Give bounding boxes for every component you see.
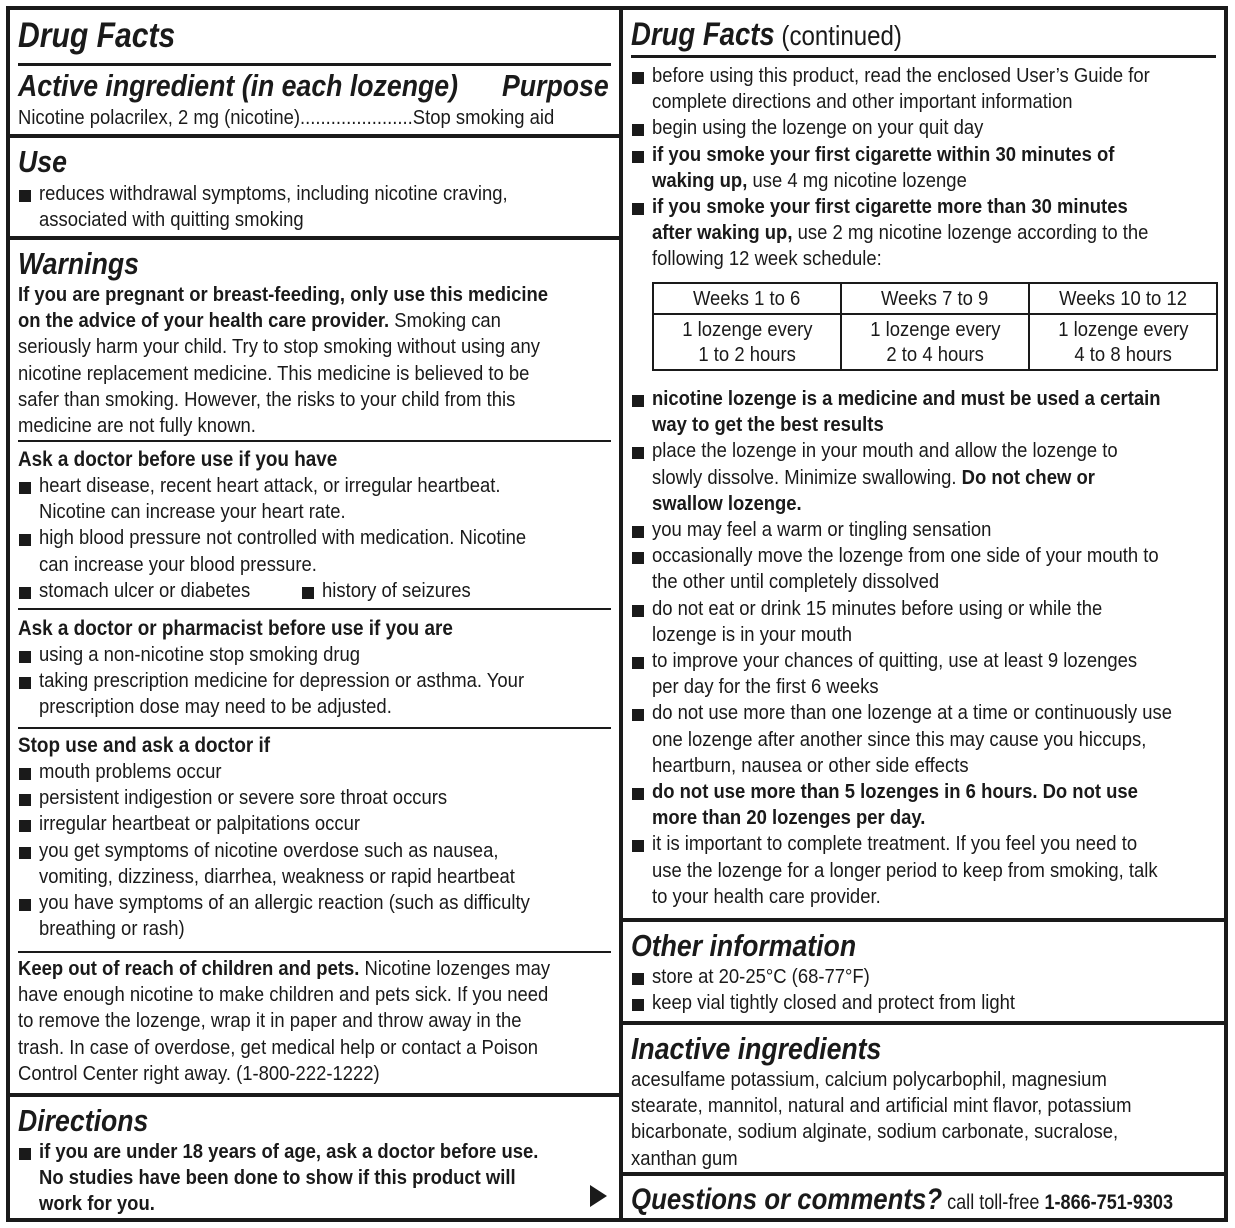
text-line: stomach ulcer or diabetes: [39, 578, 251, 602]
text-line: per day for the first 6 weeks: [652, 675, 879, 699]
text-line: keep vial tightly closed and protect from light: [652, 991, 1016, 1015]
cell-text: 1 lozenge every: [681, 318, 813, 341]
list-item: [631, 194, 1216, 273]
text-line: way to get the best results: [652, 413, 884, 437]
table-row: [653, 314, 1217, 370]
text-line: work for you.: [39, 1192, 155, 1216]
title-continued: (continued): [774, 20, 902, 51]
list-item: [18, 642, 611, 668]
text-line: seriously harm your child. Try to stop smoking without using any: [18, 335, 540, 359]
bullet-icon: [632, 840, 644, 852]
bullet-icon: [19, 768, 31, 780]
section-bar: [623, 1172, 1224, 1176]
text-line: nicotine lozenge is a medicine and must be used a certain: [652, 387, 1161, 410]
table-cell: [653, 314, 841, 370]
table-cell: [841, 314, 1029, 370]
bullet-icon: [19, 534, 31, 546]
title-text: Drug Facts: [18, 16, 176, 55]
phone-number[interactable]: 1-866-751-9303: [1044, 1191, 1174, 1214]
text-line: occasionally move the lozenge from one side of your mouth to: [652, 544, 1159, 568]
dosing-schedule-table: [652, 282, 1218, 371]
text-line: can increase your blood pressure.: [39, 552, 317, 576]
bullet-icon: [632, 605, 644, 617]
text-span: Nicotine lozenges may: [359, 957, 551, 980]
bullet-icon: [632, 395, 644, 407]
bullet-icon: [19, 847, 31, 859]
stop-use-heading: Stop use and ask a doctor if: [18, 734, 271, 757]
text-line: before using this product, read the enclosed User’s Guide for: [652, 64, 1150, 87]
text-line: more than 20 lozenges per day.: [652, 806, 926, 830]
bullet-icon: [19, 794, 31, 806]
bullet-icon: [19, 820, 31, 832]
use-heading: Use: [18, 144, 67, 179]
keep-out-section: [18, 956, 611, 1087]
stop-use-section: [18, 733, 611, 942]
text-line: trash. In case of overdose, get medical help or contact a Poison: [18, 1035, 538, 1059]
list-item: [18, 578, 611, 604]
ask-pharmacist-section: [18, 616, 611, 721]
list-item: [631, 648, 1216, 700]
bullet-icon: [19, 482, 31, 494]
text-line: If you are pregnant or breast-feeding, only use this medicine: [18, 283, 549, 306]
table-header-cell: [841, 283, 1029, 314]
list-item: [631, 115, 1216, 141]
text-line: taking prescription medicine for depression or asthma. Your: [39, 669, 525, 693]
section-bar: [10, 1093, 619, 1097]
active-ingredient-line: Nicotine polacrilex, 2 mg (nicotine)......................Stop smoking aid: [18, 106, 555, 129]
bullet-icon: [19, 587, 31, 599]
cell-text: 1 lozenge every: [1057, 318, 1189, 341]
questions-section: [631, 1182, 1216, 1221]
list-item: [18, 838, 611, 890]
text-line: reduces withdrawal symptoms, including nicotine craving,: [39, 182, 508, 205]
rule: [18, 608, 611, 610]
text-bold: waking up,: [652, 168, 748, 192]
rule: [18, 727, 611, 729]
bullet-icon: [632, 447, 644, 459]
list-item: [631, 990, 1216, 1016]
other-information-section: [631, 928, 1216, 1016]
text-line: high blood pressure not controlled with medication. Nicotine: [39, 526, 527, 550]
drug-facts-continued-title: [631, 16, 1216, 54]
rule: [631, 55, 1216, 58]
drug-facts-title: [18, 16, 611, 56]
table-cell: [1029, 314, 1217, 370]
text-line: one lozenge after another since this may cause you hiccups,: [652, 727, 1147, 751]
text-line: vomiting, dizziness, diarrhea, weakness or rapid heartbeat: [39, 864, 515, 888]
cell-text: Weeks 7 to 9: [881, 287, 989, 310]
text-line: if you are under 18 years of age, ask a doctor before use.: [39, 1140, 539, 1163]
bullet-icon: [632, 124, 644, 136]
text-span: use 2 mg nicotine lozenge according to the: [792, 221, 1149, 245]
text-line: to remove the lozenge, wrap it in paper and throw away in the: [18, 1009, 522, 1033]
directions-section: [18, 1103, 611, 1218]
right-column: [623, 10, 1224, 1218]
text-line: do not use more than one lozenge at a time or continuously use: [652, 701, 1173, 725]
inactive-ingredients-heading: Inactive ingredients: [631, 1031, 882, 1066]
list-item: [18, 525, 611, 577]
section-bar: [623, 918, 1224, 922]
rule: [18, 951, 611, 953]
text-line: No studies have been done to show if this product will: [39, 1166, 516, 1190]
text-line: history of seizures: [322, 578, 471, 602]
text-line: if you smoke your first cigarette within 30 minutes of: [652, 142, 1115, 166]
text-line: heart disease, recent heart attack, or irregular heartbeat.: [39, 474, 501, 497]
bullet-icon: [19, 651, 31, 663]
questions-heading: Questions or comments?: [631, 1183, 943, 1216]
text-line: complete directions and other important information: [652, 90, 1073, 114]
list-item: [631, 543, 1216, 595]
list-item: [631, 386, 1216, 438]
list-item: [631, 964, 1216, 990]
text-span: slowly dissolve. Minimize swallowing.: [652, 465, 962, 489]
text-line: the other until completely dissolved: [652, 570, 940, 594]
list-item: [18, 668, 611, 720]
text-bold: Keep out of reach of children and pets.: [18, 957, 360, 980]
list-item: [631, 779, 1216, 831]
rule: [18, 63, 611, 66]
list-item: [18, 785, 611, 811]
list-item: [18, 759, 611, 785]
warnings-heading: Warnings: [18, 246, 139, 281]
bullet-icon: [19, 190, 31, 202]
list-item: [18, 181, 611, 233]
left-column: [10, 10, 619, 1218]
bullet-icon: [632, 72, 644, 84]
rule: [18, 440, 611, 442]
text-line: do not eat or drink 15 minutes before using or while the: [652, 596, 1103, 620]
text-line: you get symptoms of nicotine overdose such as nausea,: [39, 838, 499, 862]
continue-arrow-icon: [590, 1185, 607, 1207]
bullet-icon: [632, 999, 644, 1011]
directions-heading: Directions: [18, 1103, 149, 1138]
text-line: using a non-nicotine stop smoking drug: [39, 643, 361, 666]
ask-pharmacist-heading: Ask a doctor or pharmacist before use if you are: [18, 617, 453, 640]
table-header-cell: [1029, 283, 1217, 314]
list-item: [631, 831, 1216, 910]
text-span: Smoking can: [389, 309, 501, 333]
text-line: begin using the lozenge on your quit day: [652, 116, 984, 140]
list-item: [631, 63, 1216, 115]
text-line: you may feel a warm or tingling sensation: [652, 518, 992, 542]
text-line: Control Center right away. (1-800-222-1222): [18, 1061, 380, 1085]
directions-list: [631, 63, 1216, 273]
text-line: following 12 week schedule:: [652, 247, 882, 271]
section-bar: [623, 1021, 1224, 1025]
warnings-section: [18, 246, 611, 439]
text-line: stearate, mannitol, natural and artificial mint flavor, potassium: [631, 1094, 1132, 1118]
active-ingredient-heading: Active ingredient (in each lozenge): [18, 68, 458, 103]
text-line: use the lozenge for a longer period to keep from smoking, talk: [652, 858, 1158, 882]
list-item: [631, 517, 1216, 543]
text-line: it is important to complete treatment. If you feel you need to: [652, 832, 1138, 856]
text-line: acesulfame potassium, calcium polycarbophil, magnesium: [631, 1068, 1107, 1091]
bullet-icon: [19, 899, 31, 911]
text-line: do not use more than 5 lozenges in 6 hours. Do not use: [652, 780, 1138, 804]
text-line: irregular heartbeat or palpitations occur: [39, 812, 361, 836]
other-information-heading: Other information: [631, 928, 857, 963]
text-bold: on the advice of your health care provider.: [18, 309, 390, 333]
list-item: [18, 890, 611, 942]
text-line: xanthan gum: [631, 1146, 738, 1170]
text-line: lozenge is in your mouth: [652, 622, 852, 646]
bullet-icon: [632, 788, 644, 800]
bullet-icon: [632, 973, 644, 985]
list-item: [631, 142, 1216, 194]
list-item: [631, 438, 1216, 517]
bullet-icon: [19, 677, 31, 689]
text-line: persistent indigestion or severe sore throat occurs: [39, 786, 448, 810]
drug-facts-panel: [6, 6, 1228, 1222]
text-line: you have symptoms of an allergic reaction (such as difficulty: [39, 891, 530, 915]
text-line: associated with quitting smoking: [39, 208, 304, 232]
bullet-icon: [632, 657, 644, 669]
cell-text: 1 lozenge every: [869, 318, 1001, 341]
bullet-icon: [632, 709, 644, 721]
text-line: if you smoke your first cigarette more than 30 minutes: [652, 195, 1128, 219]
text-line: to your health care provider.: [652, 884, 881, 908]
cell-text: 4 to 8 hours: [1074, 343, 1172, 366]
text-line: safer than smoking. However, the risks to your child from this: [18, 387, 516, 411]
text-line: swallow lozenge.: [652, 491, 802, 515]
cell-text: 2 to 4 hours: [886, 343, 984, 366]
text-line: medicine are not fully known.: [18, 414, 256, 438]
list-item: [631, 596, 1216, 648]
text-line: heartburn, nausea or other side effects: [652, 753, 969, 777]
inactive-ingredients-section: [631, 1031, 1216, 1172]
cell-text: Weeks 10 to 12: [1059, 287, 1187, 310]
section-bar: [10, 134, 619, 138]
ask-doctor-heading: Ask a doctor before use if you have: [18, 448, 338, 471]
text-span: use 4 mg nicotine lozenge: [747, 168, 967, 192]
bullet-icon: [302, 587, 314, 599]
list-item: [631, 700, 1216, 779]
table-header-cell: [653, 283, 841, 314]
directions-list-continued: [631, 386, 1216, 910]
use-section: [18, 144, 611, 233]
list-item: [18, 1139, 611, 1218]
purpose-heading: Purpose: [502, 68, 609, 103]
bullet-icon: [632, 151, 644, 163]
text-line: prescription dose may need to be adjusted.: [39, 695, 392, 719]
table-header-row: [653, 283, 1217, 314]
text-bold: Do not chew or: [961, 465, 1095, 489]
text-line: Nicotine can increase your heart rate.: [39, 500, 346, 524]
cell-text: Weeks 1 to 6: [693, 287, 801, 310]
title-text: Drug Facts: [631, 16, 775, 52]
section-bar: [10, 236, 619, 240]
bullet-icon: [632, 526, 644, 538]
text-line: breathing or rash): [39, 917, 185, 941]
bullet-icon: [632, 552, 644, 564]
bullet-icon: [632, 203, 644, 215]
list-item: [18, 473, 611, 525]
text-line: nicotine replacement medicine. This medicine is believed to be: [18, 361, 530, 385]
ask-doctor-section: [18, 447, 611, 604]
text-line: to improve your chances of quitting, use at least 9 lozenges: [652, 649, 1138, 673]
text-line: have enough nicotine to make children and pets sick. If you need: [18, 983, 549, 1007]
text-line: place the lozenge in your mouth and allow the lozenge to: [652, 439, 1118, 463]
text-bold: after waking up,: [652, 221, 793, 245]
text-line: mouth problems occur: [39, 760, 222, 783]
list-item: [18, 811, 611, 837]
cell-text: 1 to 2 hours: [698, 343, 796, 366]
text-line: bicarbonate, sodium alginate, sodium carbonate, sucralose,: [631, 1120, 1119, 1144]
text-line: store at 20-25°C (68-77°F): [652, 965, 870, 988]
bullet-icon: [19, 1148, 31, 1160]
call-text: call toll-free: [942, 1191, 1045, 1214]
